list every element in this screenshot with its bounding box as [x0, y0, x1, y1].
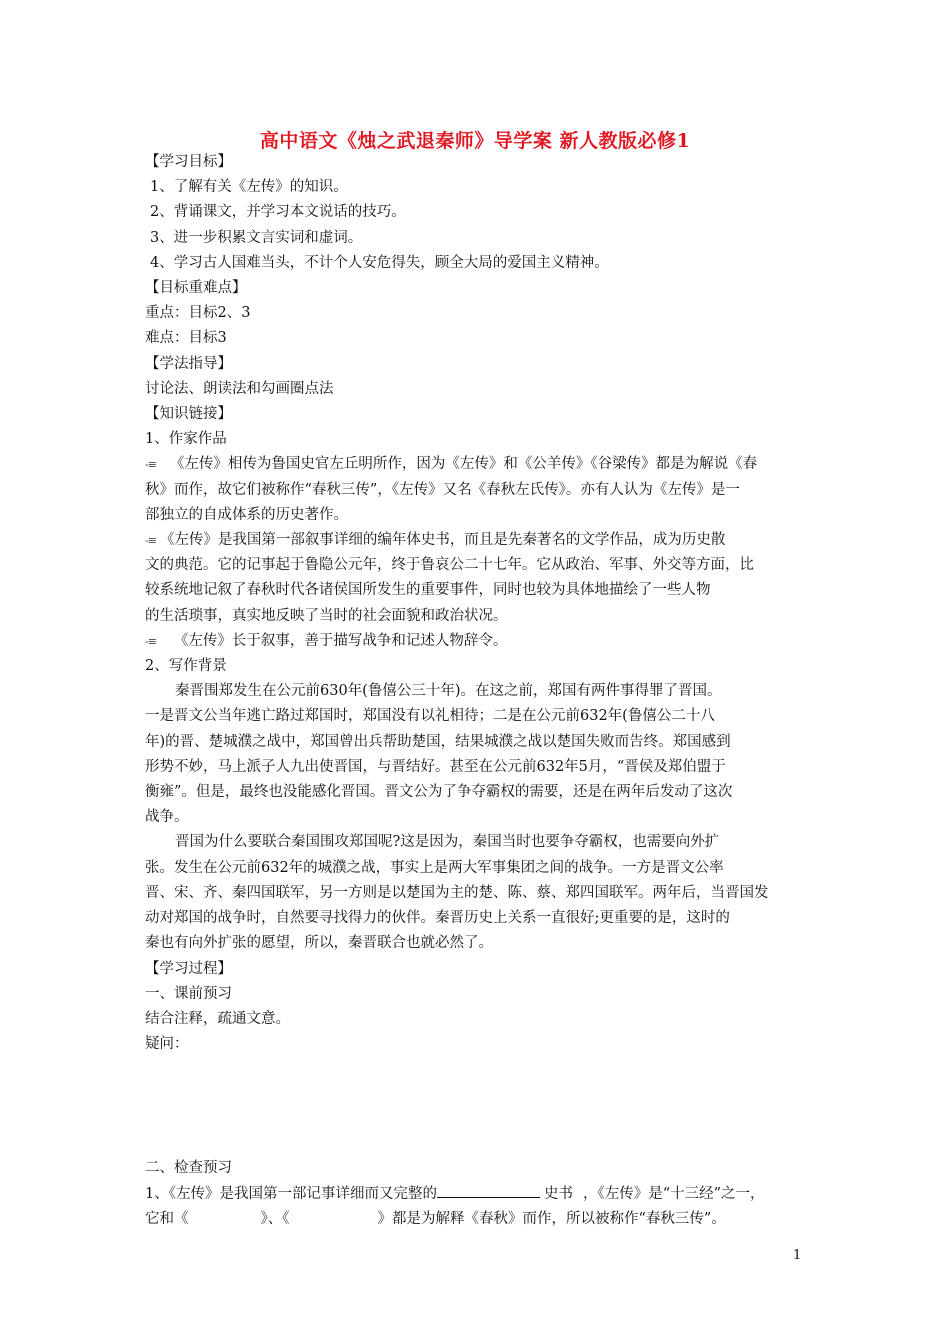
text-line: 秋》而作，故它们被称作“春秋三传”，《左传》又名《春秋左氏传》。亦有人认为《左传》是一 [145, 481, 740, 498]
text-line: 张。发生在公元前632年的城濮之战，事实上是两大军事集团之间的战争。一方是晋文公率 [145, 859, 724, 876]
goal-item: 1、了解有关《左传》的知识。 [150, 179, 348, 196]
difficulty-line: 难点：目标3 [145, 330, 227, 347]
subheading-author: 1、作家作品 [145, 431, 227, 448]
text-line: 较系统地记叙了春秋时代各诸侯国所发生的重要事件，同时也较为具体地描绘了一些人物 [145, 582, 711, 599]
subheading-background: 2、写作背景 [145, 658, 227, 675]
bullet-paragraph: -≡ 《左传》长于叙事，善于描写战争和记述人物辞令。 [145, 632, 508, 649]
text-line: 秦也有向外扩张的愿望，所以，秦晋联合也就必然了。 [145, 935, 493, 952]
section-header-knowledge: 【知识链接】 [145, 406, 232, 423]
bullet-paragraph: -≡ 《左传》相传为鲁国史官左丘明所作，因为《左传》和《公羊传》《谷梁传》都是为解说《春 [145, 456, 758, 473]
document-title: 高中语文《烛之武退秦师》导学案 新人教版必修1 [259, 130, 691, 152]
goal-item: 3、进一步积累文言实词和虚词。 [150, 229, 363, 246]
text-line: 衡雍”。但是，最终也没能感化晋国。晋文公为了争夺霸权的需要，还是在两年后发动了这次 [145, 784, 733, 801]
bullet-icon: -≡ [145, 634, 156, 648]
subheading-check: 二、检查预习 [145, 1160, 232, 1177]
preview-task: 结合注释，疏通文意。 [145, 1010, 290, 1027]
question-line: 1、《左传》是我国第一部记事详细而又完整的 史书 ，《左传》是“十三经”之一， [145, 1182, 813, 1207]
subheading-preview: 一、课前预习 [145, 985, 232, 1002]
bullet-icon: -≡ [145, 458, 156, 472]
page-number: 1 [793, 1248, 802, 1263]
text-line: 晋、宋、齐、秦四国联军，另一方则是以楚国为主的楚、陈、蔡、郑四国联军。两年后，当晋国发 [145, 884, 769, 901]
goal-item: 2、背诵课文，并学习本文说话的技巧。 [150, 204, 406, 221]
fill-blank[interactable] [437, 1182, 540, 1198]
text-line: 晋国为什么要联合秦国围攻郑国呢?这是因为，秦国当时也要争夺霸权，也需要向外扩 [175, 834, 720, 851]
answer-space [145, 1057, 813, 1156]
text-line: 的生活琐事，真实地反映了当时的社会面貌和政治状况。 [145, 607, 508, 624]
bullet-paragraph: -≡ 《左传》是我国第一部叙事详细的编年体史书，而且是先秦著名的文学作品，成为历史散 [145, 532, 726, 549]
question-line: 它和《 》、《 》都是为解释《春秋》而作，所以被称作“春秋三传”。 [145, 1210, 726, 1227]
section-header-goals: 【学习目标】 [145, 154, 232, 170]
text-line: 秦晋围郑发生在公元前630年(鲁僖公三十年)。在这之前，郑国有两件事得罪了晋国。 [175, 683, 722, 700]
section-header-process: 【学习过程】 [145, 960, 232, 977]
method-text: 讨论法、朗读法和勾画圈点法 [145, 380, 334, 397]
text-line: 战争。 [145, 809, 189, 826]
section-header-method: 【学法指导】 [145, 355, 232, 372]
text-line: 一是晋文公当年逃亡路过郑国时，郑国没有以礼相待；二是在公元前632年(鲁僖公二十八 [145, 708, 715, 725]
text-line: 动对郑国的战争时，自然要寻找得力的伙伴。秦晋历史上关系一直很好;更重要的是，这时的 [145, 910, 730, 927]
text-line: 文的典范。它的记事起于鲁隐公元年，终于鲁哀公二十七年。它从政治、军事、外交等方面，比 [145, 557, 754, 574]
goal-item: 4、学习古人国难当头，不计个人安危得失，顾全大局的爱国主义精神。 [150, 254, 609, 271]
text-line: 年)的晋、楚城濮之战中，郑国曾出兵帮助楚国，结果城濮之战以楚国失败而告终。郑国感到 [145, 733, 731, 750]
question-label: 疑问： [145, 1036, 189, 1053]
section-header-keypoints: 【目标重难点】 [145, 280, 247, 297]
focus-line: 重点：目标2、3 [145, 305, 251, 322]
text-line: 部独立的自成体系的历史著作。 [145, 506, 348, 523]
bullet-icon: -≡ [145, 534, 156, 548]
text-line: 形势不妙，马上派子人九出使晋国，与晋结好。甚至在公元前632年5月，“晋侯及郑伯盟于 [145, 758, 726, 775]
document-body [145, 150, 813, 1232]
